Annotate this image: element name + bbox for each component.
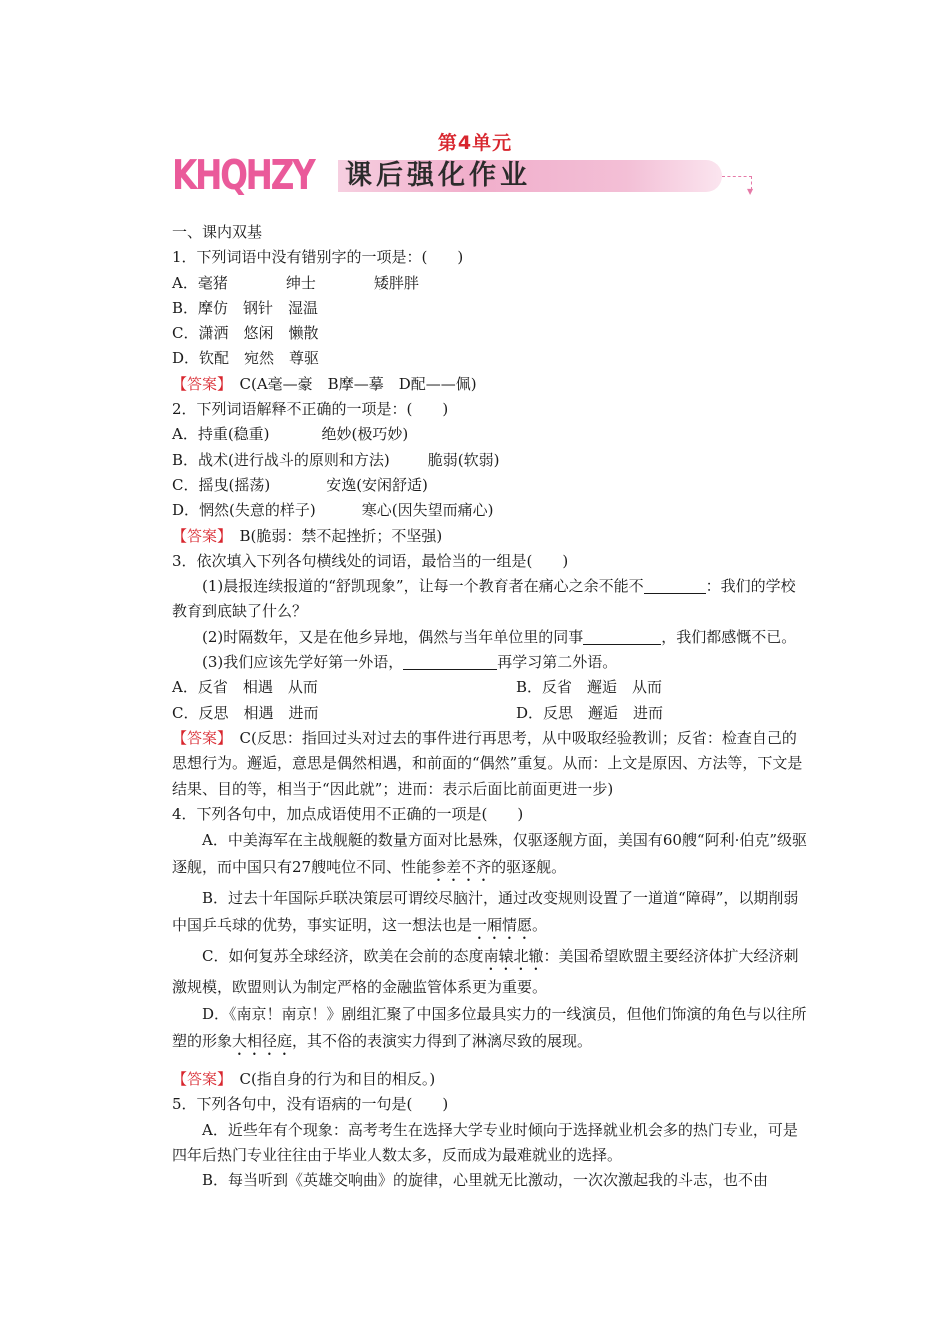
question-3-options-ab: A．反省 相遇 从而 B．反省 邂逅 从而 [172,678,663,697]
fill-blank [644,578,706,594]
question-1-option-b: B．摩仿 钢针 湿温 [172,298,319,317]
question-3-sentence-1: (1)晨报连续报道的“舒凯现象”，让每一个教育者在痛心之余不能不 ：我们的学校教育到底缺了什么？ [172,577,796,621]
question-4-option-a: A．中美海军在主战舰艇的数量方面对比悬殊，仅驱逐舰方面，美国有60艘“阿利·伯克”级驱逐舰，而中国只有27艘吨位不同、性能参差不齐的驱逐舰。 [172,831,808,877]
answer-tag: 【答案】 [172,728,225,747]
question-2-option-c: C．摇曳(摇荡) 安逸(安闲舒适) [172,475,428,494]
question-4-answer: 【答案】 C(指自身的行为和目的相反。) [172,1070,436,1089]
question-1-option-a: A．毫猪 绅士 矮胖胖 [172,273,419,292]
answer-tag: 【答案】 [172,374,225,393]
fill-blank [403,654,497,670]
question-1-option-d: D．钦配 宛然 尊驱 [172,349,320,368]
question-4-option-b: B．过去十年国际乒联决策层可谓绞尽脑汁，通过改变规则设置了一道道“障碍”，以期削弱中国乒乓球的优势，事实证明，这一想法也是一厢情愿。 [172,889,799,935]
answer-tag: 【答案】 [172,1070,225,1089]
question-1-stem: 1．下列词语中没有错别字的一项是：( ) [172,248,464,267]
answer-tag: 【答案】 [172,526,225,545]
question-4-stem: 4．下列各句中，加点成语使用不正确的一项是( ) [172,804,524,823]
question-4-option-d: D．《南京！南京！》剧组汇聚了中国多位最具实力的一线演员，但他们饰演的角色与以往所塑的形象大相径庭，其不俗的表演实力得到了淋漓尽致的展现。 [172,1005,807,1051]
dotted-idiom: 南辕北辙 [483,947,544,966]
banner-logo: KHQHZY [172,151,314,199]
section-banner [172,152,772,198]
question-5-option-b: B．每当听到《英雄交响曲》的旋律，心里就无比激动，一次次激起我的斗志，也不由 [202,1171,769,1190]
question-5-option-a: A．近些年有个现象：高考考生在选择大学专业时倾向于选择就业机会多的热门专业，可是四年后热门专业往往由于毕业人数太多，反而成为最难就业的选择。 [172,1120,798,1165]
question-2-option-a: A．持重(稳重) 绝妙(极巧妙) [172,425,409,444]
dotted-idiom: 一厢情愿 [472,916,533,935]
question-2-option-b: B．战术(进行战斗的原则和方法) 脆弱(软弱) [172,450,500,469]
question-2-answer: 【答案】 B(脆弱：禁不起挫折；不坚强) [172,526,443,545]
question-4-option-c: C．如何复苏全球经济，欧美在会前的态度南辕北辙：美国希望欧盟主要经济体扩大经济刺激规模，欧盟则认为制定严格的金融监管体系更为重要。 [172,947,799,997]
question-3-answer: 【答案】 C(反思：指回过头对过去的事件进行再思考，从中吸取经验教训；反省：检查自己的思想行为。邂逅，意思是偶然相遇，和前面的“偶然”重复。从而：上文是原因、方法等，下文是结果、目的等，相当于“因此就”；进而：表示后面比前面更进一步) [172,728,803,798]
banner-dashed-line [722,176,752,177]
dotted-idiom: 参差不齐 [431,858,492,877]
arrow-down-icon: ▼ [747,187,754,196]
question-3-stem: 3．依次填入下列各句横线处的词语，最恰当的一组是( ) [172,551,569,570]
fill-blank [583,629,661,645]
question-1-option-c: C．潇洒 悠闲 懒散 [172,324,319,343]
question-3-sentence-3: (3)我们应该先学好第一外语， 再学习第二外语。 [202,653,618,672]
question-1-answer: 【答案】 C(A毫—豪 B摩—摹 D配——佩) [172,374,477,393]
exercise-content [172,220,808,1194]
question-5-stem: 5．下列各句中，没有语病的一句是( ) [172,1095,449,1114]
unit-title: 第4单元 [437,132,513,154]
question-3-options-cd: C．反思 相遇 进而 D．反思 邂逅 进而 [172,703,664,722]
section-heading: 一、课内双基 [172,223,263,241]
dotted-idiom: 大相径庭 [232,1032,293,1051]
question-2-option-d: D．惘然(失意的样子) 寒心(因失望而痛心) [172,501,494,520]
question-2-stem: 2．下列词语解释不正确的一项是：( ) [172,400,449,419]
banner-subtitle: 课后强化作业 [345,160,531,191]
question-3-sentence-2: (2)时隔数年，又是在他乡异地，偶然与当年单位里的同事 ，我们都感慨不已。 [202,627,797,646]
